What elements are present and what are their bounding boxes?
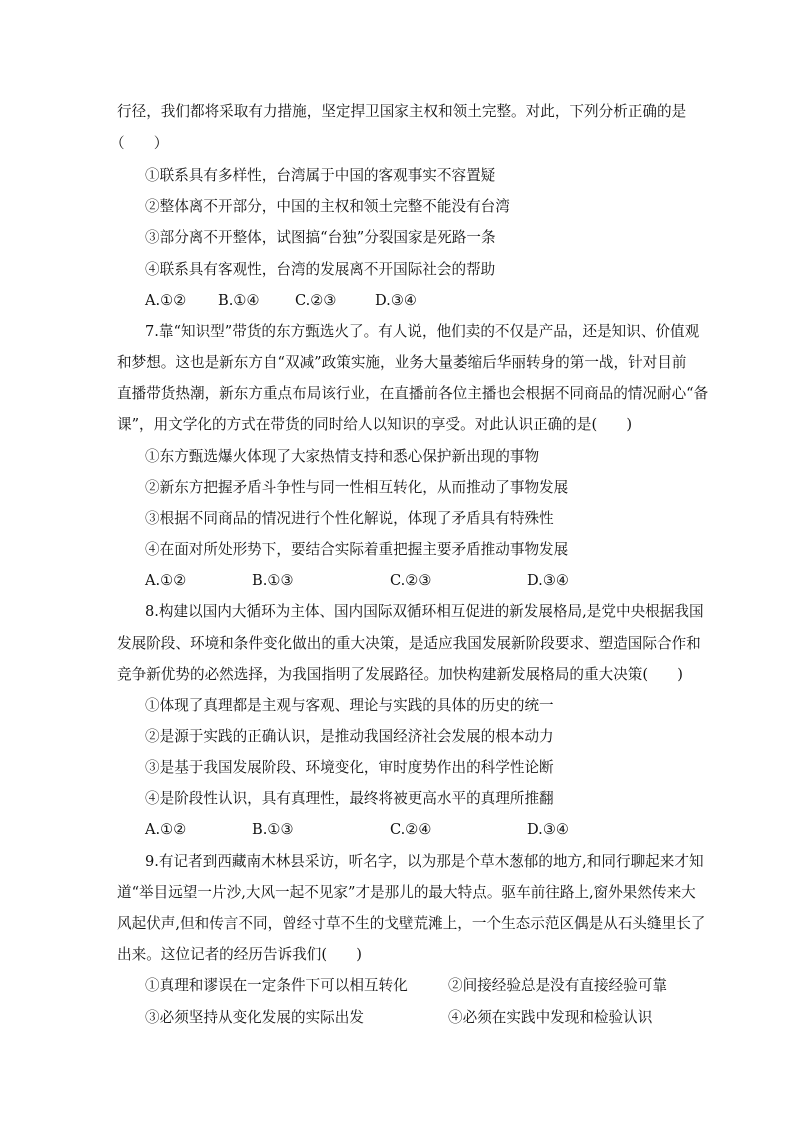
- q6-choice-b[interactable]: B.①④: [218, 292, 260, 309]
- q9-option-2[interactable]: ②间接经验总是没有直接经验可靠: [448, 977, 667, 994]
- q7-option-2: ②新东方把握矛盾斗争性与同一性相互转化，从而推动了事物发展: [145, 479, 569, 496]
- q7-option-3: ③根据不同商品的情况进行个性化解说，体现了矛盾具有特殊性: [145, 510, 554, 527]
- q6-option-4: ④联系具有客观性，台湾的发展离不开国际社会的帮助: [145, 261, 496, 278]
- q6-option-2: ②整体离不开部分，中国的主权和领土完整不能没有台湾: [145, 198, 510, 215]
- q6-choice-c[interactable]: C.②③: [295, 292, 337, 309]
- q9-option-4[interactable]: ④必须在实践中发现和检验认识: [448, 1009, 653, 1026]
- q8-option-2: ②是源于实践的正确认识，是推动我国经济社会发展的根本动力: [145, 728, 554, 745]
- q8-option-4: ④是阶段性认识，具有真理性，最终将被更高水平的真理所推翻: [145, 790, 554, 807]
- q9-stem-line-4: 出来。这位记者的经历告诉我们( ): [117, 946, 362, 963]
- q8-choice-c[interactable]: C.②④: [390, 821, 432, 838]
- q7-choice-a[interactable]: A.①②: [145, 572, 187, 589]
- q7-choice-d[interactable]: D.③④: [527, 572, 569, 589]
- q6-choice-d[interactable]: D.③④: [375, 292, 417, 309]
- q8-stem-line-3: 竞争新优势的必然选择，为我国指明了发展路径。加快构建新发展格局的重大决策( ): [117, 666, 683, 683]
- q6-choice-a[interactable]: A.①②: [145, 292, 187, 309]
- q7-option-4: ④在面对所处形势下，要结合实际着重把握主要矛盾推动事物发展: [145, 541, 569, 558]
- q9-option-3[interactable]: ③必须坚持从变化发展的实际出发: [145, 1009, 364, 1026]
- q6-answer-paren: （ ）: [110, 135, 169, 152]
- q8-choice-b[interactable]: B.①③: [252, 821, 294, 838]
- q6-option-3: ③部分离不开整体，试图搞“台独”分裂国家是死路一条: [145, 229, 496, 246]
- q8-option-1: ①体现了真理都是主观与客观、理论与实践的具体的历史的统一: [145, 697, 554, 714]
- q7-stem-line-3: 直播带货热潮，新东方重点布局该行业，在直播前各位主播也会根据不同商品的情况耐心“备: [117, 385, 709, 402]
- q7-choice-c[interactable]: C.②③: [390, 572, 432, 589]
- q6-stem-tail: 行径，我们都将采取有力措施，坚定捍卫国家主权和领土完整。对此，下列分析正确的是: [117, 103, 687, 120]
- q7-stem-line-1: 7.靠“知识型”带货的东方甄选火了。有人说，他们卖的不仅是产品，还是知识、价值观: [145, 323, 700, 340]
- q8-choice-d[interactable]: D.③④: [527, 821, 569, 838]
- q8-option-3: ③是基于我国发展阶段、环境变化，审时度势作出的科学性论断: [145, 759, 554, 776]
- q9-stem-line-2: 道“举目远望一片沙,大风一起不见家”才是那儿的最大特点。驱车前往路上,窗外果然传来大: [117, 884, 696, 901]
- q7-stem-line-4: 课”，用文学化的方式在带货的同时给人以知识的享受。对此认识正确的是( ): [117, 416, 633, 433]
- q7-choice-b[interactable]: B.①③: [252, 572, 294, 589]
- q9-stem-line-3: 风起伏声,但和传言不同，曾经寸草不生的戈壁荒滩上，一个生态示范区偶是从石头缝里长了: [117, 915, 706, 932]
- q8-stem-line-2: 发展阶段、环境和条件变化做出的重大决策，是适应我国发展新阶段要求、塑造国际合作和: [117, 635, 701, 652]
- q9-option-1[interactable]: ①真理和谬误在一定条件下可以相互转化: [145, 977, 408, 994]
- q8-choice-a[interactable]: A.①②: [145, 821, 187, 838]
- q7-option-1: ①东方甄选爆火体现了大家热情支持和悉心保护新出现的事物: [145, 448, 540, 465]
- q6-option-1: ①联系具有多样性，台湾属于中国的客观事实不容置疑: [145, 167, 496, 184]
- q7-stem-line-2: 和梦想。这也是新东方自“双减”政策实施，业务大量萎缩后华丽转身的第一战，针对目前: [117, 354, 687, 371]
- q9-stem-line-1: 9.有记者到西藏南木林县采访，听名字，以为那是个草木葱郁的地方,和同行聊起来才知: [145, 853, 704, 870]
- q8-stem-line-1: 8.构建以国内大循环为主体、国内国际双循环相互促进的新发展格局,是党中央根据我国: [145, 603, 704, 620]
